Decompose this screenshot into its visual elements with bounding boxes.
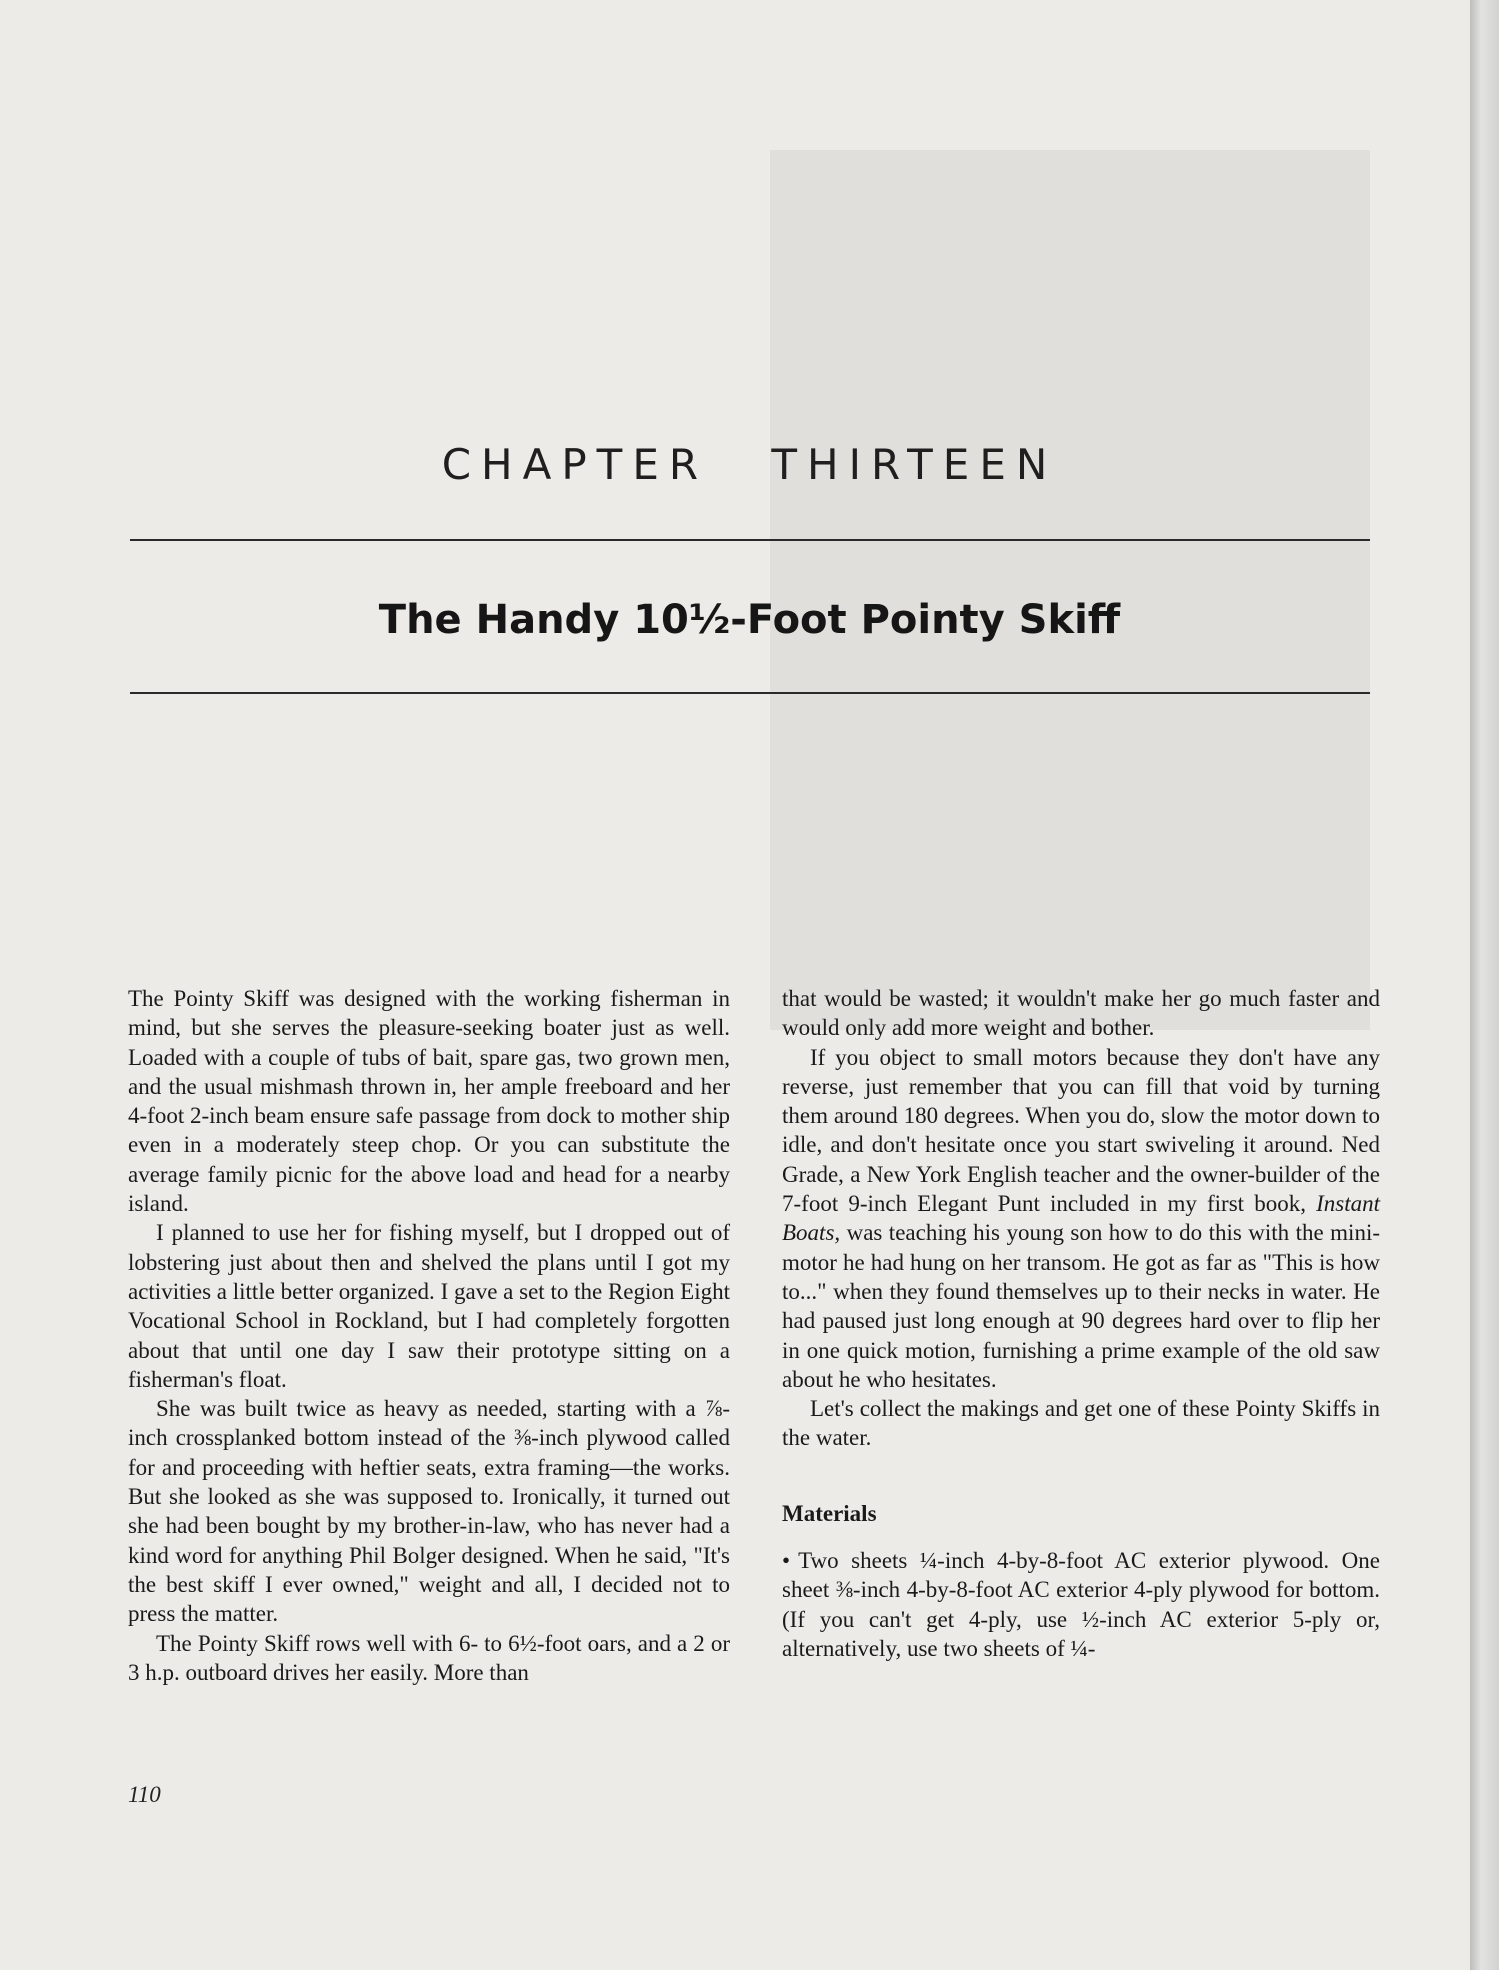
chapter-title: The Handy 10½-Foot Pointy Skiff [378,597,1121,643]
chapter-label: CHAPTER THIRTEEN [441,440,1058,489]
materials-list-item [782,1546,1380,1663]
title-rule-bottom [130,692,1370,694]
paragraph: The Pointy Skiff was designed with the working fisherman in mind, but she serves the pleasure-seeking boater just as well. Loaded with a couple of tubs of bait, spare gas, two grown men, and the usual mishmash thrown in, her ample freeboard and her 4-foot 2-inch beam ensure safe passage from dock to mother ship even in a moderately steep chop. Or you can substitute the average family picnic for the above load and head for a nearby island. [128,986,730,1217]
paragraph [782,1043,1380,1395]
page-edge [1470,0,1499,1970]
paragraph: Let's collect the makings and get one of these Pointy Skiffs in the water. [782,1396,1380,1451]
left-column [128,984,730,1687]
page-number: 110 [128,1782,161,1807]
book-title-italic: Instant Boats, [782,1191,1380,1246]
bullet-icon: • [782,1548,791,1574]
materials-heading: Materials [782,1500,877,1526]
show-through-shadow [770,150,1370,1030]
paragraph: She was built twice as heavy as needed, starting with a ⅞-inch crossplanked bottom instead of the ⅜-inch plywood called for and proceeding with heftier seats, extra framing—the works. But she looked as she was supposed to. Ironically, it turned out she had been bought by my brother-in-law, who has never had a kind word for anything Phil Bolger designed. When he said, "It's the best skiff I ever owned," weight and all, I decided not to press the matter. [128,1396,730,1627]
title-rule-top [130,539,1370,541]
paragraph: I planned to use her for fishing myself, but I dropped out of lobstering just about then and shelved the plans until I got my activities a little better organized. I gave a set to the Region Eight Vocational School in Rockland, but I had completely forgotten about that until one day I saw their prototype sitting on a fisherman's float. [128,1220,730,1392]
materials-item-text: Two sheets ¼-inch 4-by-8-foot AC exterior plywood. One sheet ⅜-inch 4-by-8-foot AC exterior 4-ply plywood for bottom. (If you can't get 4-ply, use ½-inch AC exterior 5-ply or, alternatively, use two sheets of ¼- [782,1548,1380,1661]
paragraph-text: If you object to small motors because they don't have any reverse, just remember that you can fill that void by turning them around 180 degrees. When you do, slow the motor down to idle, and don't hesitate once you start swiveling it around. Ned Grade, a New York English teacher and the owner-builder of the 7-foot 9-inch Elegant Punt included in my first book, [782,1044,1380,1217]
paragraph-continued: that would be wasted; it wouldn't make her go much faster and would only add more weight and bother. [782,986,1380,1041]
paragraph-text: was teaching his young son how to do this with the mini-motor he had hung on her transom. He got as far as "This is how to..." when they found themselves up to their necks in water. He had paused just long enough at 90 degrees hard over to flip her in one quick motion, furnishing a prime example of the old saw about he who hesitates. [782,1220,1380,1392]
right-column [782,984,1380,1663]
paragraph: The Pointy Skiff rows well with 6- to 6½-foot oars, and a 2 or 3 h.p. outboard drives her easily. More than [128,1630,730,1685]
